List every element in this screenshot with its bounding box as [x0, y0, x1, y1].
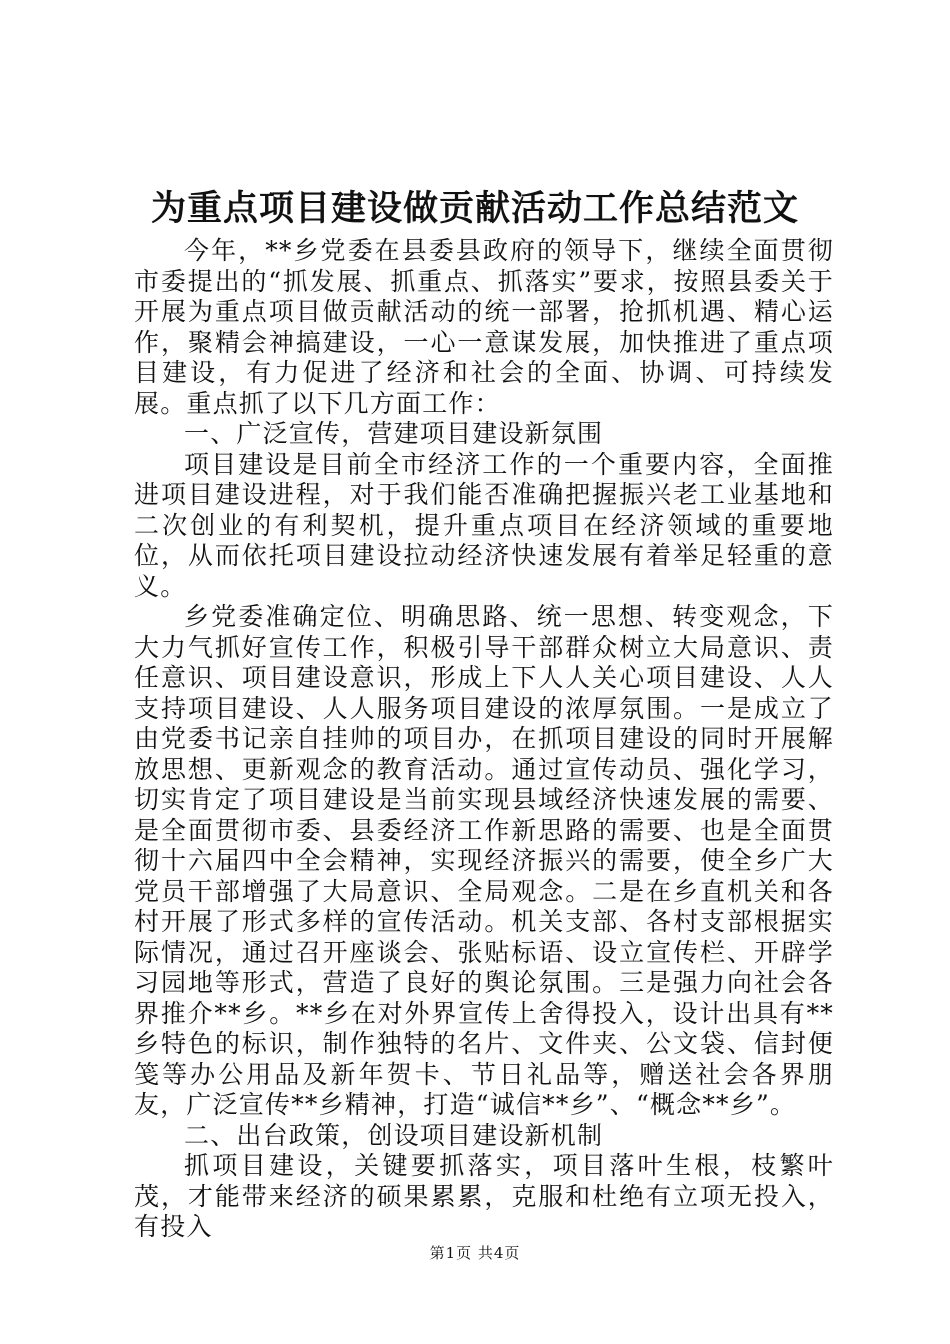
section-heading-2: 二、出台政策，创设项目建设新机制: [184, 1120, 604, 1150]
document-title: 为重点项目建设做贡献活动工作总结范文: [150, 188, 799, 229]
document-body: [134, 236, 834, 1243]
section-2-paragraph-1: 抓项目建设，关键要抓落实，项目落叶生根，枝繁叶茂，才能带来经济的硕果累累，克服和杜绝有立项无投入，有投入: [134, 1151, 834, 1241]
page-footer: 第1页 共4页: [429, 1244, 521, 1262]
section-heading-1: 一、广泛宣传，营建项目建设新氛围: [184, 419, 604, 448]
intro-paragraph: 今年，**乡党委在县委县政府的领导下，继续全面贯彻市委提出的“抓发展、抓重点、抓落实”要求，按照县委关于开展为重点项目做贡献活动的统一部署，抢抓机遇、精心运作，聚精会神搞建设，一心一意谋发展，加快推进了重点项目建设，有力促进了经济和社会的全面、协调、可持续发展。重点抓了以下几方面工作：: [134, 236, 834, 418]
section-1-paragraph-2: 乡党委准确定位、明确思路、统一思想、转变观念，下大力气抓好宣传工作，积极引导干部群众树立大局意识、责任意识、项目建设意识，形成上下人人关心项目建设、人人支持项目建设、人人服务项目建设的浓厚氛围。一是成立了由党委书记亲自挂帅的项目办，在抓项目建设的同时开展解放思想、更新观念的教育活动。通过宣传动员、强化学习，切实肯定了项目建设是当前实现县域经济快速发展的需要、是全面贯彻市委、县委经济工作新思路的需要、也是全面贯彻十六届四中全会精神，实现经济振兴的需要，使全乡广大党员干部增强了大局意识、全局观念。二是在乡直机关和各村开展了形式多样的宣传活动。机关支部、各村支部根据实际情况，通过召开座谈会、张贴标语、设立宣传栏、开辟学习园地等形式，营造了良好的舆论氛围。三是强力向社会各界推介**乡。**乡在对外界宣传上舍得投入，设计出具有**乡特色的标识，制作独特的名片、文件夹、公文袋、信封便笺等办公用品及新年贺卡、节日礼品等，赠送社会各界朋友，广泛宣传**乡精神，打造“诚信**乡”、“概念**乡”。: [134, 602, 834, 1119]
section-1-paragraph-1: 项目建设是目前全市经济工作的一个重要内容，全面推进项目建设进程，对于我们能否准确把握振兴老工业基地和二次创业的有利契机，提升重点项目在经济领域的重要地位，从而依托项目建设拉动经济快速发展有着举足轻重的意义。: [134, 449, 834, 601]
